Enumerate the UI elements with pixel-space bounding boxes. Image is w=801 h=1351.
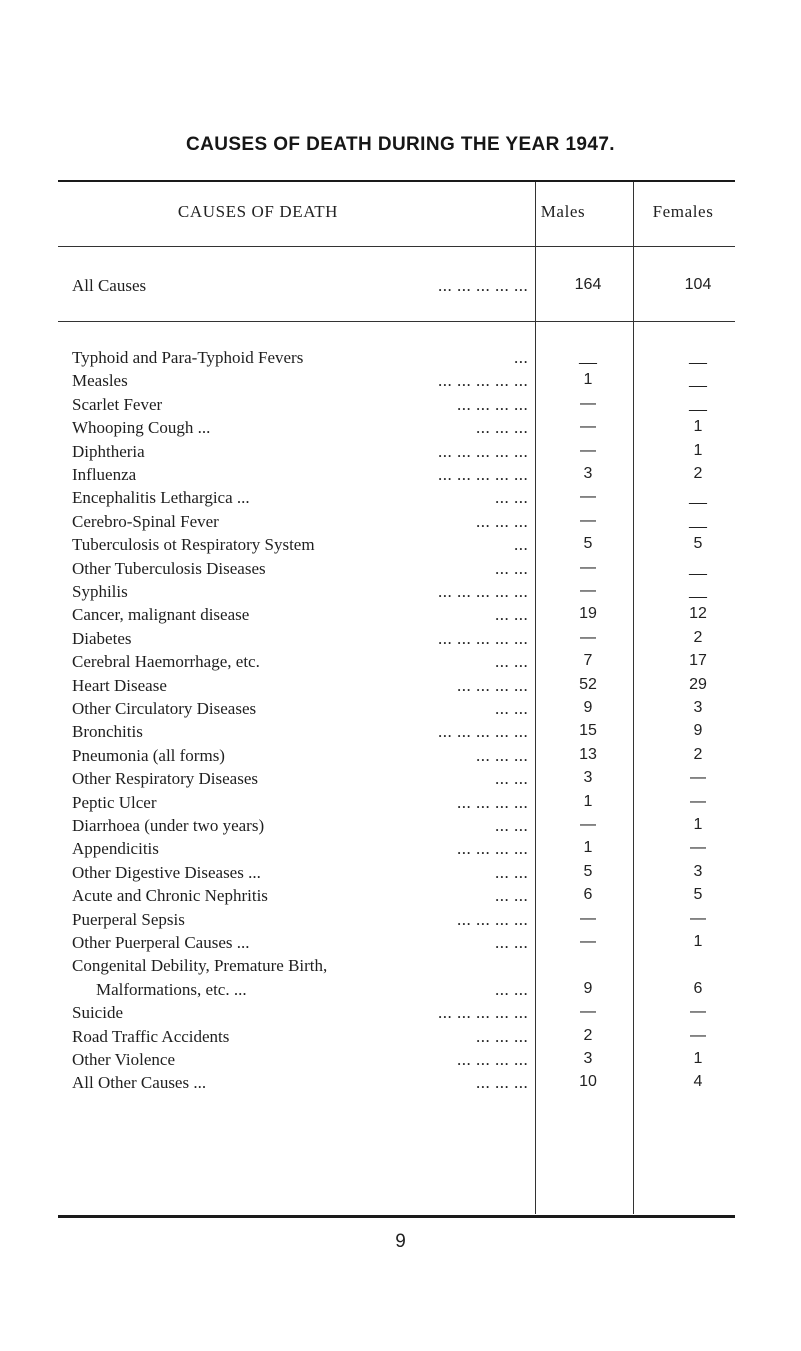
table-row [58,371,735,394]
females-value: __ [689,371,707,389]
cause-label: Congenital Debility, Premature Birth, [72,956,328,976]
males-value: — [580,418,596,436]
leader-dots: ... ... ... [476,1073,529,1093]
females-value: 1 [693,418,703,436]
leader-dots: ... ... ... [476,418,529,438]
leader-dots: ... ... ... ... ... [438,371,529,391]
males-value: 7 [583,652,593,670]
cause-label: Encephalitis Lethargica ... [72,488,250,508]
cause-label: Tuberculosis ot Respiratory System [72,535,315,555]
table-row [58,722,735,745]
males-value: — [580,628,596,646]
cause-label: All Other Causes ... [72,1073,207,1093]
cause-label: Pneumonia (all forms) [72,745,225,765]
cause-label: Syphilis [72,582,128,601]
table-row [58,395,735,418]
females-value: 3 [693,862,703,880]
table-row [58,793,735,816]
cause-label: Diarrhoea (under two years) [72,816,265,835]
cause-label: Other Respiratory Diseases [72,769,259,789]
table-row [58,910,735,933]
leader-dots: ... [514,348,529,367]
table-row [58,512,735,535]
header-males: Males [540,202,586,221]
table-row [58,348,735,371]
females-value: — [690,839,706,857]
cause-label: Other Puerperal Causes ... [72,933,250,952]
males-value: 3 [583,769,593,787]
females-value: 1 [693,933,703,950]
all-causes-label: All Causes [72,276,147,295]
table-row [58,465,735,488]
females-value: 12 [689,605,707,623]
all-causes-females: 104 [684,276,712,293]
males-value: 3 [583,1050,593,1067]
males-value: — [580,394,596,412]
males-value: — [580,582,596,599]
table-row [58,605,735,628]
females-value: __ [689,348,707,365]
all-causes-dots: ... ... ... ... ... [438,276,529,295]
cause-label: Heart Disease [72,675,167,695]
cause-label: Measles [72,371,128,391]
table-row [58,746,735,769]
leader-dots: ... ... [495,699,529,718]
leader-dots: ... ... [495,886,529,906]
males-value: — [580,558,596,576]
page-title: CAUSES OF DEATH DURING THE YEAR 1947. [185,134,615,155]
males-value: 6 [583,886,593,904]
leader-dots: ... ... ... ... [457,394,529,414]
females-value: 5 [693,886,703,904]
table-row [58,1027,735,1050]
males-value: 9 [583,699,593,716]
table-row [58,816,735,839]
leader-dots: ... ... ... ... ... [438,628,529,648]
cause-label: Scarlet Fever [72,394,163,414]
females-value: 1 [693,441,703,459]
table-row [58,559,735,582]
females-value: — [690,909,706,927]
table-row [58,488,735,511]
females-value: __ [689,511,707,529]
cause-label: Cerebral Haemorrhage, etc. [72,652,260,672]
header-females: Females [652,202,714,221]
cause-label: Cancer, malignant disease [72,605,250,625]
table-row [58,652,735,675]
cause-label: Diphtheria [72,441,145,461]
females-value: 1 [693,1050,703,1067]
table-row [58,535,735,558]
males-value: 1 [583,839,593,857]
cause-label: Appendicitis [72,839,159,859]
table-row [58,1003,735,1026]
leader-dots: ... ... [495,816,529,835]
females-value: — [690,769,706,787]
leader-dots: ... [514,535,529,555]
females-value: 2 [693,745,703,763]
table-bottom-rule [58,1215,735,1218]
leader-dots: ... ... [495,933,529,952]
leader-dots: ... ... ... ... ... [438,441,529,461]
males-value: 9 [583,979,593,997]
females-value: 4 [693,1073,703,1091]
leader-dots: ... ... ... [476,745,529,765]
cause-label: Typhoid and Para-Typhoid Fevers [72,348,304,367]
table-row [58,442,735,465]
males-value: __ [579,348,597,365]
females-value: — [690,1003,706,1021]
males-value: 1 [583,792,593,810]
leader-dots: ... ... ... ... ... [438,582,529,601]
males-value: 13 [579,745,597,763]
females-value: __ [689,394,707,412]
females-value: 5 [693,535,703,553]
leader-dots: ... ... [495,488,529,508]
leader-dots: ... ... [495,979,529,999]
leader-dots: ... ... ... ... ... [438,722,529,742]
cause-label: Bronchitis [72,722,143,742]
leader-dots: ... ... ... ... [457,792,529,812]
leader-dots: ... ... ... [476,511,529,531]
males-value: 5 [583,862,593,880]
females-value: 2 [693,465,703,482]
females-value: __ [689,582,707,599]
table-row [58,933,735,956]
males-value: 10 [579,1073,597,1091]
males-value: 19 [579,605,597,623]
table-row [58,980,735,1003]
cause-label: Whooping Cough ... [72,418,211,438]
males-value: — [580,816,596,833]
table-row [58,676,735,699]
all-causes-males: 164 [574,276,602,293]
table-row [58,956,735,979]
males-value: — [580,441,596,459]
cause-label: Other Violence [72,1050,175,1069]
table-row [58,699,735,722]
leader-dots: ... ... ... ... [457,909,529,929]
leader-dots: ... ... ... ... ... [438,1003,529,1023]
females-value: 29 [689,675,707,693]
table-row [58,418,735,441]
females-value: — [690,1026,706,1044]
females-value: — [690,792,706,810]
males-value: 1 [583,371,593,389]
males-value: 2 [583,1026,593,1044]
cause-label: Other Tuberculosis Diseases [72,558,266,578]
cause-label: Influenza [72,465,137,484]
females-value: 17 [689,652,707,670]
table-row [58,1050,735,1073]
males-value: 5 [583,535,593,553]
males-value: 52 [579,675,597,693]
page-number: 9 [395,1231,406,1252]
males-value: — [580,1003,596,1021]
females-value: __ [689,488,707,506]
header-causes: CAUSES OF DEATH [177,202,339,221]
leader-dots: ... ... ... ... [457,675,529,695]
males-value: — [580,909,596,927]
table-row [58,629,735,652]
cause-label: Suicide [72,1003,123,1023]
table-row [58,886,735,909]
males-value: — [580,488,596,506]
females-value: 2 [693,628,703,646]
leader-dots: ... ... ... ... [457,1050,529,1069]
females-value: 1 [693,816,703,833]
leader-dots: ... ... [495,862,529,882]
leader-dots: ... ... [495,769,529,789]
leader-dots: ... ... ... ... ... [438,465,529,484]
cause-label: Malformations, etc. ... [96,979,247,999]
leader-dots: ... ... [495,558,529,578]
cause-label: Diabetes [72,628,132,648]
females-value: __ [689,558,707,576]
table-row [58,1073,735,1096]
males-value: — [580,933,596,950]
cause-label: Road Traffic Accidents [72,1026,230,1046]
females-value: 9 [693,722,703,740]
cause-label: Acute and Chronic Nephritis [72,886,268,906]
cause-label: Puerperal Sepsis [72,909,185,929]
table-row [58,863,735,886]
cause-label: Cerebro-Spinal Fever [72,511,219,531]
cause-label: Other Digestive Diseases ... [72,862,261,882]
males-value: 3 [583,465,593,482]
table-row [58,769,735,792]
leader-dots: ... ... ... ... [457,839,529,859]
females-value: 3 [693,699,703,716]
leader-dots: ... ... [495,652,529,672]
cause-label: Other Circulatory Diseases [72,699,257,718]
males-value: — [580,511,596,529]
males-value: 15 [579,722,597,740]
leader-dots: ... ... [495,605,529,625]
leader-dots: ... ... ... [476,1026,529,1046]
cause-label: Peptic Ulcer [72,792,157,812]
females-value: 6 [693,979,703,997]
table-row [58,582,735,605]
table-row [58,839,735,862]
